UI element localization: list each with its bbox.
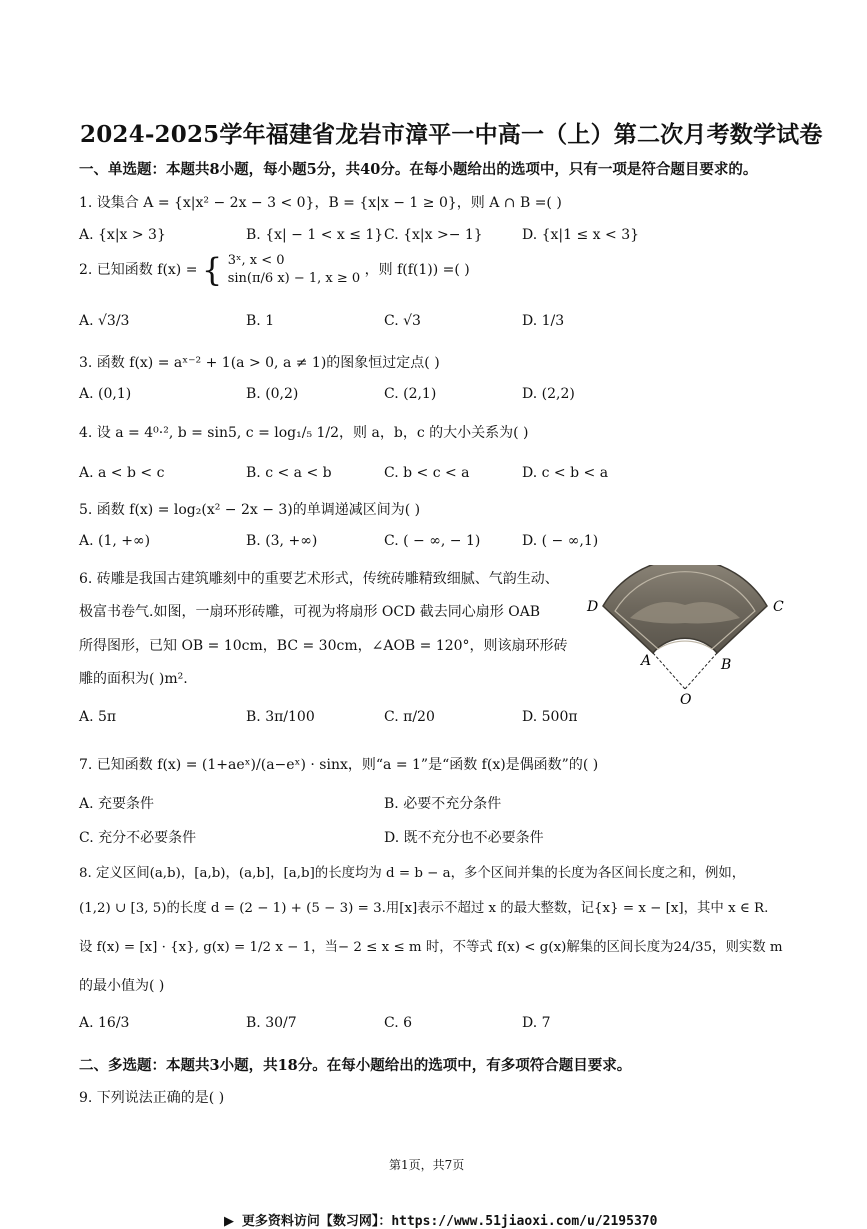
piecewise-cases [228,252,360,288]
question-8-option-b[interactable]: B. 30/7 [246,1015,297,1031]
question-6-option-a[interactable]: A. 5π [79,709,117,725]
question-7-option-c[interactable]: C. 充分不必要条件 [79,830,197,846]
piecewise-case-2: sin(π/6 x) − 1, x ≥ 0 [227,271,361,286]
question-2-option-c[interactable]: C. √3 [384,313,421,329]
point-b-label: B [721,657,732,673]
flag-icon: ▶ [224,1214,234,1229]
piecewise-case-1: 3ˣ, x < 0 [227,253,285,268]
resource-banner-text: 更多资料访问【数习网】：https://www.51jiaoxi.com/u/2195370 [241,1214,658,1229]
question-5-option-b[interactable]: B. (3, +∞) [246,533,318,549]
question-1-option-a[interactable]: A. {x|x > 3} [79,227,166,243]
question-8-line-1: 8. 定义区间(a,b)，[a,b)，(a,b]，[a,b]的长度均为 d = b − a，多个区间并集的长度为各区间长度之和，例如， [79,866,746,881]
question-3-option-b[interactable]: B. (0,2) [246,386,299,402]
question-2-option-b[interactable]: B. 1 [246,313,275,329]
question-5-option-c[interactable]: C. ( − ∞, − 1) [384,533,481,549]
question-2-stem [79,252,470,288]
question-6-line-4: 雕的面积为( )m². [79,671,188,687]
section-single-choice-header: 一、单选题：本题共8小题，每小题5分，共40分。在每小题给出的选项中，只有一项是符合题目要求的。 [79,161,758,178]
point-o-label: O [680,692,692,707]
question-3-option-c[interactable]: C. (2,1) [384,386,437,402]
resource-banner[interactable] [224,1210,657,1229]
question-3-option-a[interactable]: A. (0,1) [79,386,132,402]
question-7-option-d[interactable]: D. 既不充分也不必要条件 [384,830,544,846]
question-8-option-d[interactable]: D. 7 [522,1015,551,1031]
exam-title: 2024-2025学年福建省龙岩市漳平一中高一（上）第二次月考数学试卷 [80,121,823,148]
question-3-option-d[interactable]: D. (2,2) [522,386,575,402]
question-9-stem: 9. 下列说法正确的是( ) [79,1090,225,1106]
question-8-line-3: 设 f(x) = [x] · {x}, g(x) = 1/2 x − 1，当− 2 ≤ x ≤ m 时，不等式 f(x) < g(x)解集的区间长度为24/35，则实数 m [79,940,783,955]
question-3-stem: 3. 函数 f(x) = aˣ⁻² + 1(a > 0, a ≠ 1)的图象恒过定点( ) [79,355,440,371]
point-d-label: D [587,599,599,615]
question-2-option-a[interactable]: A. √3/3 [79,313,130,329]
piecewise-brace: { [201,251,223,289]
question-4-stem: 4. 设 a = 4⁰·², b = sin5, c = log₁/₅ 1/2，则 a，b，c 的大小关系为( ) [79,425,529,441]
point-a-label: A [641,653,652,669]
section-multiple-choice-header: 二、多选题：本题共3小题，共18分。在每小题给出的选项中，有多项符合题目要求。 [79,1057,632,1074]
fan-brick-carving-figure [585,565,795,707]
question-5-stem: 5. 函数 f(x) = log₂(x² − 2x − 3)的单调递减区间为( ) [79,502,421,518]
question-2-prefix: 2. 已知函数 f(x) = [79,262,198,278]
question-7-option-a[interactable]: A. 充要条件 [79,796,155,812]
question-5-option-a[interactable]: A. (1, +∞) [79,533,151,549]
question-4-option-b[interactable]: B. c < a < b [246,465,332,481]
question-1-stem: 1. 设集合 A = {x|x² − 2x − 3 < 0}，B = {x|x − 1 ≥ 0}，则 A ∩ B =( ) [79,195,562,211]
question-2-suffix: ，则 f(f(1)) =( ) [364,262,470,278]
question-8-option-c[interactable]: C. 6 [384,1015,413,1031]
question-2-option-d[interactable]: D. 1/3 [522,313,565,329]
question-1-option-b[interactable]: B. {x| − 1 < x ≤ 1} [246,227,384,243]
question-8-line-2: (1,2) ∪ [3, 5)的长度 d = (2 − 1) + (5 − 3) = 3.用[x]表示不超过 x 的最大整数，记{x} = x − [x]，其中 x ∈ R. [79,901,769,916]
question-4-option-a[interactable]: A. a < b < c [79,465,165,481]
question-7-option-b[interactable]: B. 必要不充分条件 [384,796,502,812]
point-c-label: C [773,599,784,615]
radius-oa-line [653,653,685,689]
page-number-footer: 第1页，共7页 [389,1158,465,1172]
question-6-option-b[interactable]: B. 3π/100 [246,709,315,725]
question-4-option-c[interactable]: C. b < c < a [384,465,470,481]
question-8-option-a[interactable]: A. 16/3 [79,1015,130,1031]
question-1-option-d[interactable]: D. {x|1 ≤ x < 3} [522,227,640,243]
question-6-line-1: 6. 砖雕是我国古建筑雕刻中的重要艺术形式，传统砖雕精致细腻、气韵生动、 [79,571,559,587]
question-6-line-3: 所得图形，已知 OB = 10cm，BC = 30cm，∠AOB = 120°，则该扇环形砖 [79,638,568,654]
question-7-stem: 7. 已知函数 f(x) = (1+aeˣ)/(a−eˣ) · sinx，则“a = 1”是“函数 f(x)是偶函数”的( ) [79,757,599,773]
question-6-line-2: 极富书卷气.如图，一扇环形砖雕，可视为将扇形 OCD 截去同心扇形 OAB [79,604,541,620]
question-4-option-d[interactable]: D. c < b < a [522,465,609,481]
question-5-option-d[interactable]: D. ( − ∞,1) [522,533,599,549]
question-6-option-d[interactable]: D. 500π [522,709,578,725]
question-1-option-c[interactable]: C. {x|x >− 1} [384,227,483,243]
radius-ob-line [685,653,717,689]
question-8-line-4: 的最小值为( ) [79,978,165,994]
question-6-option-c[interactable]: C. π/20 [384,709,435,725]
